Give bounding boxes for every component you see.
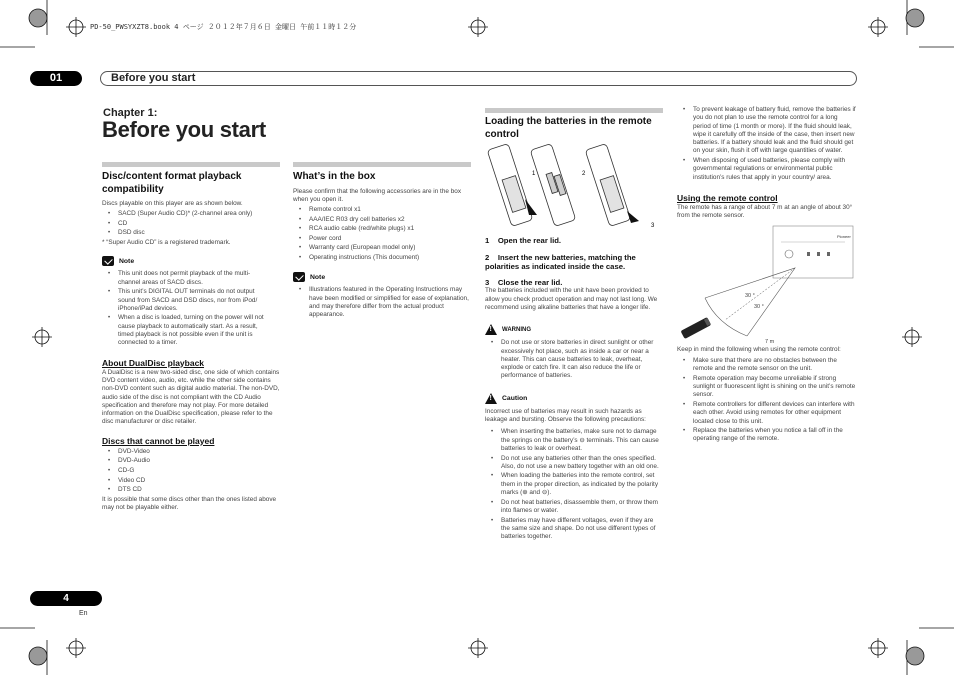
subheading-dualdisc: About DualDisc playback — [102, 357, 205, 368]
list-item: • When inserting the batteries, make sure not to damage the springs on the battery’s ⊖ terminals. This can cause batteries to leak or overheat. — [485, 428, 663, 453]
chapter-label: Chapter 1: — [103, 107, 158, 119]
caution-icon — [485, 393, 497, 404]
page-title: Before you start — [102, 117, 266, 142]
note-list — [102, 270, 268, 347]
chapter-bar-title: Before you start — [111, 72, 196, 84]
step-text: Insert the new batteries, matching the polarities as indicated inside the case. — [485, 252, 636, 272]
section-heading: Loading the batteries in the remote control — [485, 116, 652, 140]
step-item — [485, 278, 663, 288]
list-item: • CD — [102, 220, 280, 228]
remote-control-icon — [681, 317, 712, 339]
list-item: • To prevent leakage of battery fluid, remove the batteries if you do not plan to use the remote control for a long period of time (1 month or more). If the fluid should leak, wipe it carefully off the inside of the case, then insert new batteries. If a battery should leak and the fluid should get on your skin, flush it off with large quantities of water. — [677, 106, 857, 156]
list-item: • DVD-Audio — [102, 457, 280, 465]
paragraph: Please confirm that the following accessories are in the box when you open it. — [293, 187, 462, 203]
note-icon — [293, 272, 305, 282]
caution-heading — [485, 393, 663, 404]
list-item: • When loading the batteries into the remote control, set them in the proper direction, as indicated by the polarity marks (⊕ and ⊖). — [485, 472, 663, 497]
step-item — [485, 253, 663, 272]
section-heading: What’s in the box — [293, 171, 376, 182]
list-item: • AAA/IEC R03 dry cell batteries x2 — [293, 216, 471, 224]
step-text: Open the rear lid. — [497, 236, 562, 245]
caution-label: Caution — [502, 394, 528, 402]
warning-icon — [485, 324, 497, 335]
column-whats-in-box — [293, 162, 471, 321]
panel-indicator — [817, 252, 820, 256]
page-number-badge: 4 — [30, 591, 102, 606]
section-rule — [293, 162, 471, 167]
disc-list — [102, 210, 280, 237]
list-item: • Do not use any batteries other than the ones specified. Also, do not use a new battery together with an old one. — [485, 455, 663, 472]
list-item: • SACD (Super Audio CD)* (2-channel area only) — [102, 210, 280, 218]
column-using-remote — [677, 106, 857, 445]
column-loading-batteries — [485, 108, 663, 543]
step-number: 1 — [485, 236, 490, 245]
note-label: Note — [310, 273, 326, 281]
step-text: Close the rear lid. — [497, 277, 563, 287]
panel-indicator — [827, 252, 830, 256]
step-number: 2 — [485, 252, 490, 262]
warning-list — [485, 339, 663, 380]
list-item: • Illustrations featured in the Operating Instructions may have been modified or simplified for ease of explanation, and may therefore differ from the actual product appearance. — [293, 286, 471, 319]
list-item: • DVD-Video — [102, 448, 280, 456]
paragraph: It is possible that some discs other than the ones listed above may not be playable either. — [102, 495, 277, 511]
section-rule — [485, 108, 663, 113]
note-heading — [293, 272, 471, 282]
list-item: • CD-G — [102, 467, 280, 475]
figure-label: 1 — [532, 171, 536, 177]
note-icon — [102, 256, 114, 266]
chapter-title-bar — [100, 71, 857, 86]
list-item: • When a disc is loaded, turning on the power will not cause playback to automatically start. As a result, timed playback is not possible even if the unit is connected to a timer. — [102, 314, 268, 347]
remote-tips-list — [677, 357, 857, 444]
paragraph: Keep in mind the following when using the remote control: — [677, 345, 841, 353]
panel-indicator — [807, 252, 810, 256]
paragraph: A DualDisc is a new two-sided disc, one side of which contains DVD content video, audio, etc. while the other side contains non-DVD content such as digital audio material. The non-DVD, audio side of the disc is not compliant with the CD Audio specification and therefore may not play. For more detailed information on the DualDisc specification, please refer to the disc manufacturer or disc retailer. — [102, 368, 280, 426]
list-item: • Do not use or store batteries in direct sunlight or other excessively hot place, such as inside a car or near a heater. This can cause batteries to leak, overheat, explode or catch fire. It can also reduce the life or performance of batteries. — [485, 339, 663, 380]
list-item: • DTS CD — [102, 486, 280, 494]
list-item: • Make sure that there are no obstacles between the remote and the remote sensor on the unit. — [677, 357, 857, 374]
subheading-cannot-play: Discs that cannot be played — [102, 435, 215, 446]
range-arc — [705, 298, 747, 336]
figure-label: 3 — [651, 223, 655, 229]
figure-label: 2 — [582, 171, 586, 177]
paragraph: Incorrect use of batteries may result in such hazards as leakage and bursting. Observe the following precautions: — [485, 407, 646, 424]
accessory-list — [293, 206, 471, 262]
list-item: • Replace the batteries when you notice a fall off in the operating range of the remote. — [677, 427, 857, 444]
list-item: • DSD disc — [102, 229, 280, 237]
step-number: 3 — [485, 277, 490, 287]
battery-loading-illustration — [485, 147, 663, 232]
step-item — [485, 236, 663, 246]
paragraph: Discs playable on this player are as shown below. — [102, 200, 243, 207]
battery-tips-list — [677, 106, 857, 182]
note-label: Note — [119, 257, 135, 265]
language-code: En — [79, 610, 88, 617]
list-item: • Warranty card (European model only) — [293, 244, 471, 252]
warning-heading — [485, 324, 663, 335]
note-list — [293, 286, 471, 319]
note-heading — [102, 256, 280, 266]
list-item: • Remote control x1 — [293, 206, 471, 214]
book-info-header: PD-50_PWSYXZT8.book 4 ページ ２０１２年７月６日 金曜日 午前１１時１２分 — [90, 23, 357, 31]
distance-label: 7 m — [765, 338, 775, 345]
angle-label: 30 ° — [754, 303, 764, 310]
list-item: • When disposing of used batteries, please comply with governmental regulations or environmental public institution’s rules that apply in your country/ area. — [677, 157, 857, 182]
caution-list — [485, 428, 663, 541]
list-item: • Remote operation may become unreliable if strong sunlight or fluorescent light is shining on the unit’s remote sensor. — [677, 375, 857, 400]
column-disc-compatibility — [102, 162, 280, 512]
list-item: • This unit does not permit playback of the multi-channel areas of SACD discs. — [102, 270, 268, 287]
section-rule — [102, 162, 280, 167]
list-item: • Video CD — [102, 477, 280, 485]
list-item: • This unit’s DIGITAL OUT terminals do not output sound from SACD and DSD discs, nor from iPod/ iPhone/iPad devices. — [102, 288, 268, 313]
list-item: • Batteries may have different voltages, even if they are the same size and shape. Do not use different types of batteries together. — [485, 517, 663, 542]
list-item: • Operating instructions (This document) — [293, 254, 471, 262]
list-item: • RCA audio cable (red/white plugs) x1 — [293, 225, 471, 233]
unplayable-list — [102, 448, 280, 495]
subheading-using-remote: Using the remote control — [677, 192, 778, 203]
chapter-number-badge: 01 — [30, 71, 82, 86]
paragraph: The batteries included with the unit have been provided to allow you check product operation and may not last long. We recommend using alkaline batteries that have a longer life. — [485, 287, 658, 311]
paragraph: The remote has a range of about 7 m at an angle of about 30° from the remote sensor. — [677, 203, 853, 220]
remote-range-diagram — [677, 224, 857, 345]
list-item: • Do not heat batteries, disassemble them, or throw them into flames or water. — [485, 499, 663, 516]
brand-logo: Pioneer — [837, 233, 851, 239]
warning-label: WARNING — [502, 326, 531, 333]
list-item: • Remote controllers for different devices can interfere with each other. Avoid using remotes for other equipment located close to this unit. — [677, 401, 857, 426]
list-item: • Power cord — [293, 235, 471, 243]
section-heading: Disc/content format playback compatibility — [102, 171, 242, 195]
angle-label: 30 ° — [745, 292, 755, 299]
footnote: * “Super Audio CD” is a registered trademark. — [102, 239, 231, 247]
